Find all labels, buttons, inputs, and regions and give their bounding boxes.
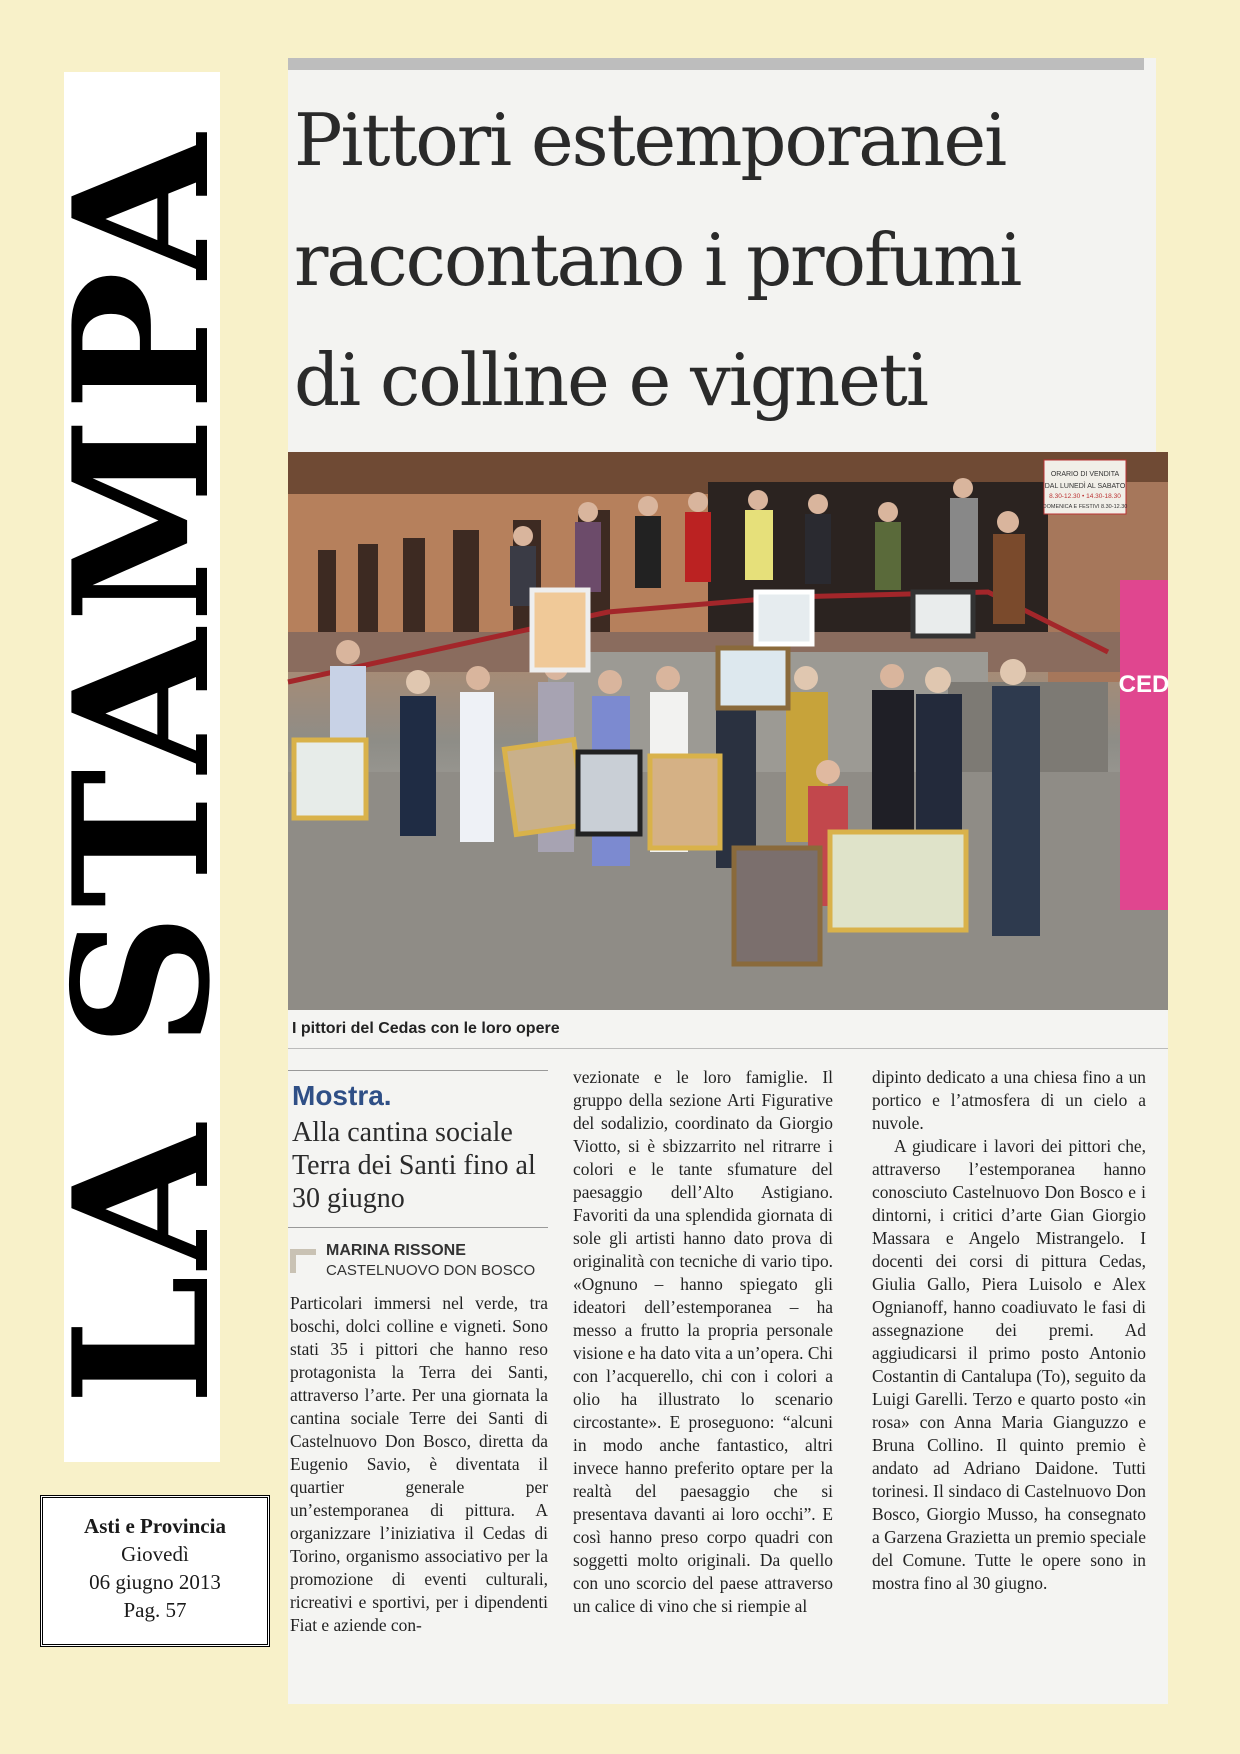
headline-line-3: di colline e vigneti (294, 338, 927, 422)
group-photo-illustration (288, 452, 1168, 1010)
photo-sign-line-1: DAL LUNEDÌ AL SABATO (1044, 483, 1126, 490)
group-photo (288, 452, 1168, 1010)
column-3-paragraph-2: A giudicare i lavori dei pittori che, attraverso l’estemporanea hanno conosciuto Castelnuovo Don Bosco e i dintorni, i critici d’arte Gian Giorgio Massara e Angelo Mistrangelo. I docenti dei corsi di pittura Cedas, Giulia Gallo, Piera Luisolo e Alex Ognianoff, hanno coadiuvato le fasi di assegnazione dei premi. Ad aggiudicarsi il primo posto Antonio Costantin di Cantalupa (To), seguito da Luigi Garelli. Terzo e quarto posto «in rosa» con Anna Maria Gianguzzo e Bruna Collino. Il quinto premio è andato ad Adriano Daidone. Tutti torinesi. Il sindaco di Castelnuovo Don Bosco, Giorgio Musso, ha consegnato a Garzena Grazietta un premio speciale del Comune. Tutte le opere sono in mostra fino al 30 giugno. (872, 1136, 1146, 1593)
subhead: Alla cantina sociale Terra dei Santi fino al 30 giugno (292, 1117, 536, 1214)
sidebar-bottom-rule (288, 1227, 548, 1228)
article-column-1 (290, 1292, 548, 1637)
caption-rule (288, 1048, 1168, 1049)
section-name: Asti e Provincia (84, 1514, 226, 1538)
headline-line-1: Pittori estemporanei (294, 98, 1006, 182)
column-1-text: Particolari immersi nel verde, tra boschi, dolci colline e vigneti. Sono stati 35 i pittori che hanno reso protagonista la Terra dei Santi, attraverso l’arte. Per una giornata la cantina sociale Terre dei Santi di Castelnuovo Don Bosco, diretta da Eugenio Savio, è diventata il quartier generale per un’estemporanea di pittura. A organizzare l’iniziativa il Cedas di Torino, organismo associativo per la promozione di eventi culturali, ricreativi e sportivi, per i dipendenti Fiat e aziende con- (290, 1293, 548, 1635)
article-column-2 (573, 1066, 833, 1618)
top-bar (288, 58, 1144, 70)
masthead-title: LA STAMPA (32, 128, 251, 1406)
publication-day: Giovedì (121, 1542, 189, 1566)
article-body-block (288, 452, 1168, 1704)
dateline-location: CASTELNUOVO DON BOSCO (326, 1262, 536, 1279)
photo-caption: I pittori del Cedas con le loro opere (292, 1020, 560, 1037)
page-number: Pag. 57 (123, 1598, 187, 1622)
headline-line-2: raccontano i profumi (294, 218, 1021, 302)
column-3-paragraph-1: dipinto dedicato a una chiesa fino a un portico e l’atmosfera di un cielo a nuvole. (872, 1067, 1146, 1133)
photo-banner-text: CED (1118, 671, 1170, 698)
photo-sign-line-2: 8.30-12.30 • 14.30-18.30 (1049, 493, 1121, 500)
kicker: Mostra. (292, 1080, 392, 1111)
photo-sign-title: ORARIO DI VENDITA (1050, 471, 1120, 478)
column-2-text: vezionate e le loro famiglie. Il gruppo della sezione Arti Figurative del sodalizio, coordinato da Giorgio Viotto, si è sbizzarrito nel ritrarre i colori e le tante sfumature del paesaggio dell’Alto Astigiano. Favoriti da una splendida giornata di sole gli artisti hanno dato prova di originalità con tecniche di vario tipo. «Ognuno – hanno spiegato gli ideatori dell’estemporanea – ha messo a frutto la propria personale visione e ha dato vita a un’opera. Chi con l’acquerello, chi con i colori a olio ha illustrato lo scenario circostante». E proseguono: “alcuni in modo anche fantastico, altri invece hanno preferito optare per la realtà del paesaggio che si presentava davanti ai loro occhi”. E così hanno preso corpo quadri con soggetti molto originali. Da quello con uno scorcio del paese attraverso un calice di vino che si riempie al (573, 1067, 833, 1616)
photo-sign-line-3: DOMENICA E FESTIVI 8.30-12.30 (1042, 504, 1128, 510)
publication-info-box (40, 1495, 270, 1647)
sidebar-top-rule (288, 1070, 548, 1071)
publication-date: 06 giugno 2013 (89, 1570, 221, 1594)
byline-mark (290, 1249, 316, 1273)
masthead (32, 72, 251, 1462)
headline-block (288, 58, 1156, 452)
headline (294, 80, 1154, 440)
article-column-3 (872, 1066, 1146, 1595)
author-name: MARINA RISSONE (326, 1242, 466, 1259)
